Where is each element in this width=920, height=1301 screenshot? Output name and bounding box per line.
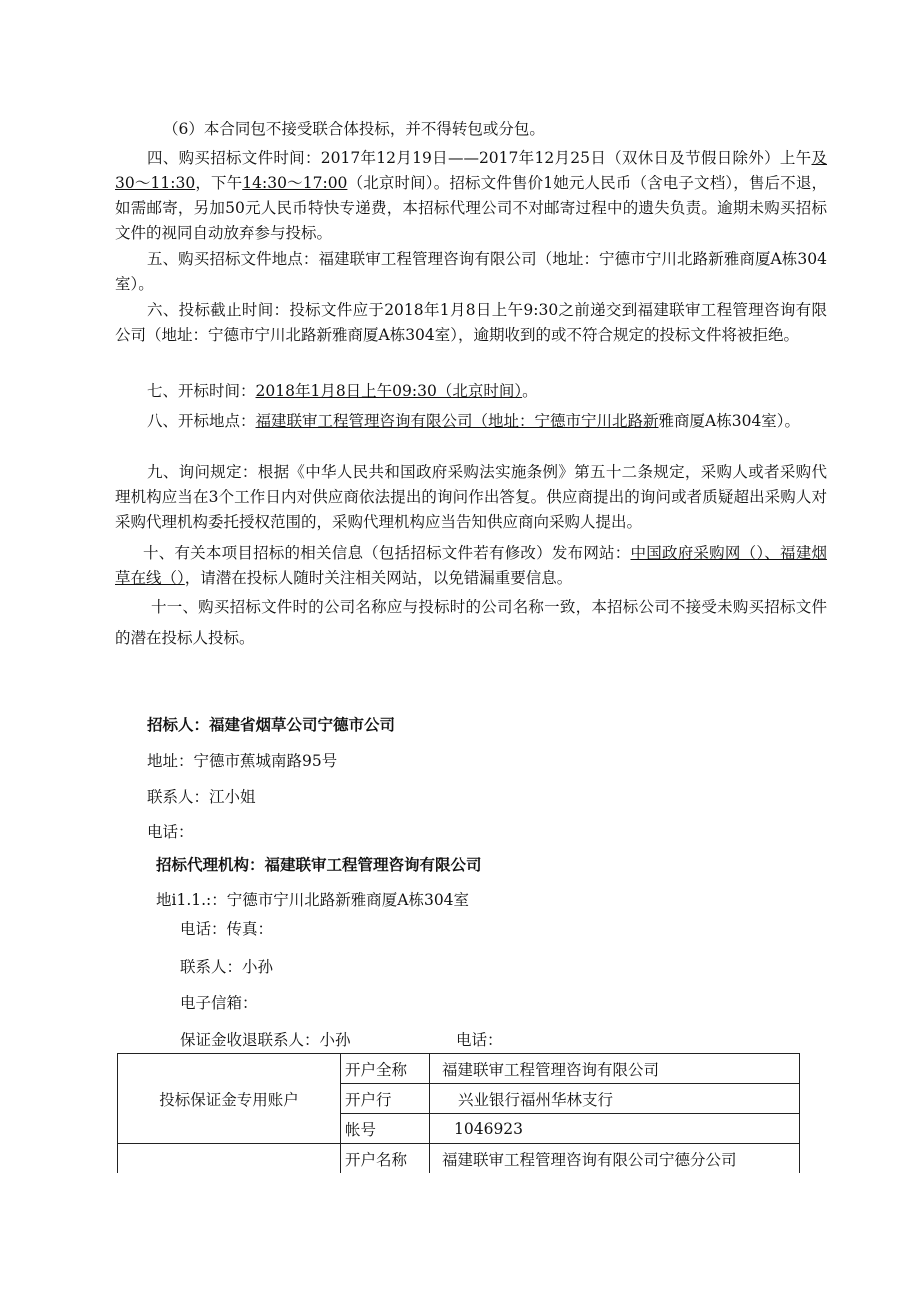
clause-8-opening-place (115, 409, 827, 434)
clause-6-deadline: 六、投标截止时间：投标文件应于2018年1月8日上午9:30之前递交到福建联审工程管理咨询有限公司（地址：宁德市宁川北路新雅商厦A栋304室），逾期收到的或不符合规定的投标文件将被拒绝。 (115, 301, 827, 344)
table-row (118, 1144, 800, 1174)
clause-4-purchase-time (115, 146, 827, 246)
account-value: 1046923 (430, 1114, 800, 1144)
clause-10-websites[interactable]: 中国政府采购网（）、福建烟草在线（） (115, 544, 827, 587)
account-value: 福建联审工程管理咨询有限公司宁德分公司 (430, 1144, 800, 1174)
clause-10-text-c: ，请潜在投标人随时关注相关网站，以免错漏重要信息。 (184, 569, 573, 587)
account-group-label: 投标保证金专用账户 (118, 1054, 341, 1144)
table-row (118, 1054, 800, 1084)
clause-4-text-a: 四、购买招标文件时间：2017年12月19日——2017年12月25日（双休日及节假日除外）上午 (147, 149, 812, 167)
tenderer-contact: 联系人：江小姐 (147, 788, 256, 806)
clause-8-place: 福建联审工程管理咨询有限公司（地址：宁德市宁川北路新 (255, 412, 659, 430)
tenderer-address: 地址：宁德市蕉城南路95号 (147, 752, 338, 770)
clause-4-text-e: （北京时间）。招标文件售价1她元人民币（含电子文档），售后不退，如需邮寄，另加50元人民币特快专递费，本招标代理公司不对邮寄过程中的遗失负责。逾期未购买招标文件的视同自动放弃参与投标。 (115, 174, 827, 242)
clause-4-morning-time: 及30～11:30 (115, 149, 827, 192)
account-key: 开户全称 (341, 1054, 430, 1084)
clause-7-opening-time (115, 379, 827, 404)
tenderer-phone: 电话： (147, 823, 194, 841)
clause-8-place-end: 雅商厦A栋304室）。 (658, 412, 801, 430)
clause-10-info (115, 541, 827, 591)
clause-7-label: 七、开标时间： (147, 382, 256, 400)
deposit-account-table (117, 1053, 800, 1173)
agency-email: 电子信箱： (180, 994, 258, 1012)
agency-phone-fax: 电话：传真： (180, 920, 274, 938)
deposit-contact: 保证金收退联系人：小孙 (180, 1031, 351, 1049)
clause-8-label: 八、开标地点： (147, 412, 256, 430)
clause-10-text-a: 十、有关本项目招标的相关信息（包括招标文件若有修改）发布网站： (143, 544, 631, 562)
clause-6: （6）本合同包不接受联合体投标，并不得转包或分包。 (163, 120, 545, 138)
account-key: 开户名称 (341, 1144, 430, 1174)
account-key: 帐号 (341, 1114, 430, 1144)
clause-4-text-c: ，下午 (195, 174, 243, 192)
account-key: 开户行 (341, 1084, 430, 1114)
clause-5-purchase-place: 五、购买招标文件地点：福建联审工程管理咨询有限公司（地址：宁德市宁川北路新雅商厦A栋304室）。 (115, 250, 827, 293)
agency-address: 地i1.1.:：宁德市宁川北路新雅商厦A栋304室 (156, 891, 470, 909)
tenderer-title: 招标人：福建省烟草公司宁德市公司 (147, 716, 396, 734)
account-value: 福建联审工程管理咨询有限公司 (430, 1054, 800, 1084)
agency-contact: 联系人：小孙 (180, 958, 274, 976)
account-value: 兴业银行福州华林支行 (430, 1084, 800, 1114)
account-group-label-empty (118, 1144, 341, 1174)
clause-7-time: 2018年1月8日上午09:30（北京时间） (255, 382, 523, 400)
agency-title: 招标代理机构：福建联审工程管理咨询有限公司 (156, 856, 482, 874)
clause-9-inquiry: 九、询问规定：根据《中华人民共和国政府采购法实施条例》第五十二条规定，采购人或者采购代理机构应当在3个工作日内对供应商依法提出的询问作出答复。供应商提出的询问或者质疑超出采购人对采购代理机构委托授权范围的，采购代理机构应当告知供应商向采购人提出。 (115, 463, 827, 531)
clause-11-company: 十一、购买招标文件时的公司名称应与投标时的公司名称一致，本招标公司不接受未购买招标文件的潜在投标人投标。 (115, 598, 827, 647)
clause-4-afternoon-time: 14:30～17:00 (242, 174, 348, 192)
clause-7-end: 。 (522, 382, 538, 400)
deposit-phone: 电话： (456, 1031, 503, 1049)
